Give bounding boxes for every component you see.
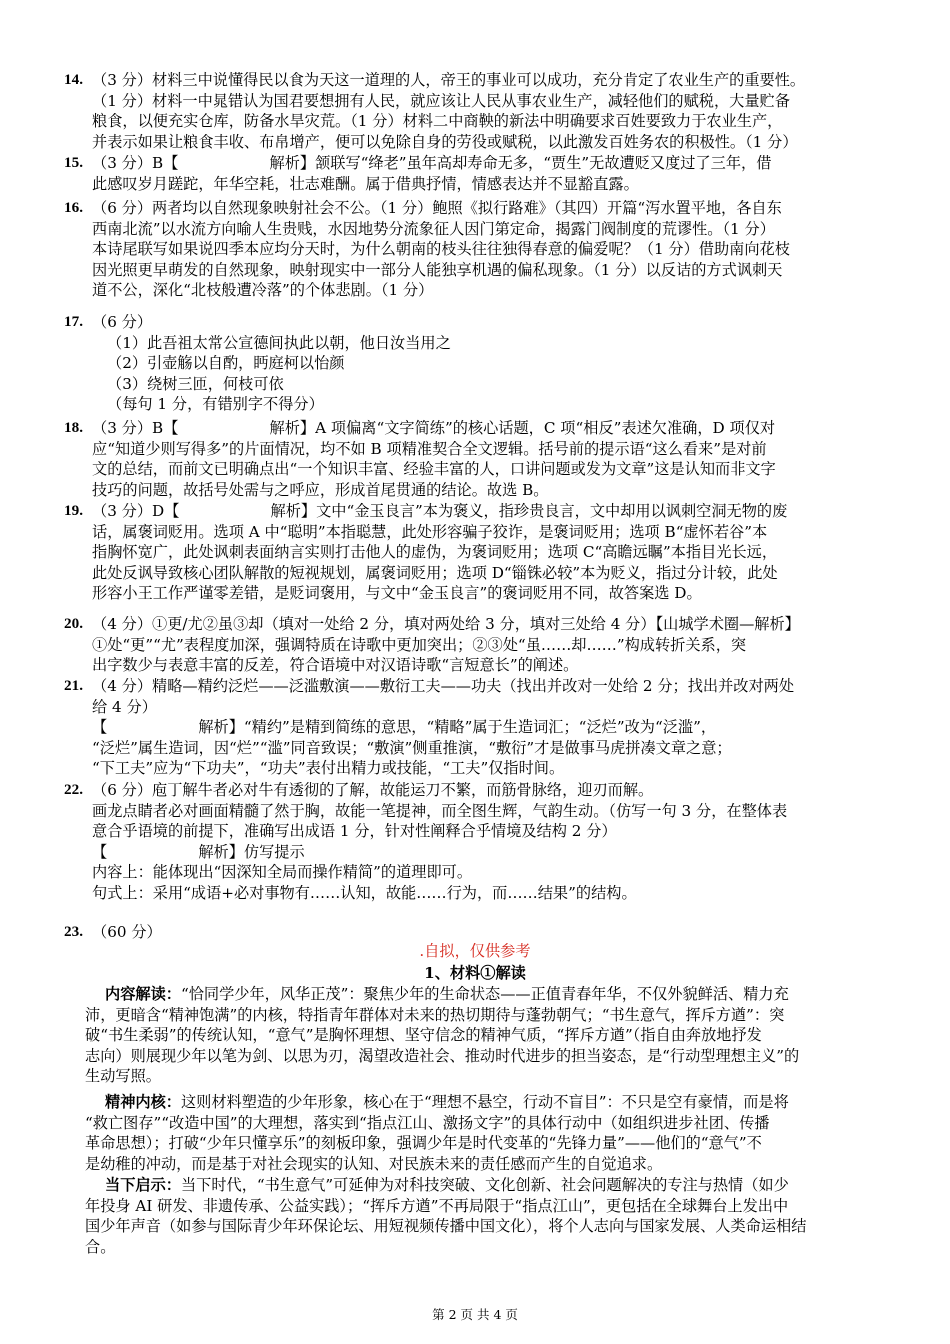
question-number: 14. [64,71,83,88]
answer-item [64,418,892,500]
answer-item [64,198,892,301]
paragraph-line: 是幼稚的冲动，而是基于对社会现实的认知、对民族未来的责任感而产生的自觉追求。 [85,1154,663,1173]
answer-item [64,780,892,904]
section-title: 1、材料①解读 [424,964,526,982]
answer-line: （3 分）材料三中说懂得民以食为天这一道理的人，帝王的事业可以成功，充分肯定了农业生产的重要性。 [92,71,806,89]
answer-line: （3 分）B【 解析】颔联写“绛老”虽年高却寿命无多，“贾生”无故遭贬又度过了三年，借 [92,154,772,172]
answer-line: （6 分） [92,313,153,331]
question-number: 15. [64,154,83,171]
answer-line: （2）引壶觞以自酌，眄庭柯以怡颜 [107,354,345,373]
answer-line: 【 解析】仿写提示 [92,842,305,861]
answer-line: 形容小王工作严谨零差错，是贬词褒用，与文中“金玉良言”的褒词贬用不同，故答案选 D。 [92,584,702,603]
answer-item [64,153,892,194]
question-number: 21. [64,677,83,694]
question-number: 23. [64,923,83,940]
answer-line: “泛烂”属生造词，因“烂”“滥”同音致误；“敷演”侧重推演，“敷衍”才是做事马虎拼凑文章之意； [92,738,732,757]
answer-line: 句式上：采用“成语+必对事物有……认知，故能……行为，而……结果”的结构。 [92,883,637,902]
answer-line: （60 分） [92,923,162,941]
answer-line: 此处反讽导致核心团队解散的短视规划，属褒词贬用；选项 D“锱铢必较”本为贬义，指过分计较，此处 [92,563,778,582]
paragraph-line: 内容解读：“恰同学少年，风华正茂”：聚焦少年的生命状态——正值青春年华，不仅外貌鲜活、精力充 [105,985,789,1003]
paragraph-line: 志向）则展现少年以笔为剑、以思为刃，渴望改造社会、推动时代进步的担当姿态，是“行动型理想主义”的 [85,1046,800,1065]
paragraph-label: 内容解读： [105,985,181,1003]
question-number: 20. [64,615,83,632]
answer-line: 文的总结，而前文已明确点出“一个知识丰富、经验丰富的人，口讲问题或发为文章”这是认知而非文字 [92,460,776,479]
paragraph-label: 当下启示： [105,1176,181,1194]
answer-line: 指胸怀宽广，此处讽刺表面纳言实则打击他人的虚伪，为褒词贬用；选项 C“高瞻远瞩”本指目光长远， [92,543,778,562]
question-number: 18. [64,419,83,436]
answer-line: 应“知道少则写得多”的片面情况，均不如 B 项精准契合全文逻辑。括号前的提示语“这么看来”是对前 [92,439,767,458]
answer-line: （1 分）材料一中晁错认为国君要想拥有人民，就应该让人民从事农业生产，减轻他们的赋税，大量贮备 [92,91,790,110]
answer-item [64,501,892,604]
analysis-paragraph [85,984,895,1087]
reference-note: .自拟，仅供参考 [419,942,531,960]
answer-line: （4 分）①更/尤②虽③却（填对一处给 2 分，填对两处给 3 分，填对三处给 4 分）【山城学术圈—解析】 [92,615,800,633]
paragraph-line: 沛，更暗含“精神饱满”的内核，特指青年群体对未来的热切期待与蓬勃朝气；“书生意气，挥斥方遒”：突 [85,1005,785,1024]
answer-line: “下工夫”应为“下功夫”，“功夫”表付出精力或技能，“工夫”仅指时间。 [92,759,565,778]
question-number: 17. [64,313,83,330]
answer-line: 因光照更早萌发的自然现象，映射现实中一部分人能独享机遇的偏私现象。（1 分）以反诘的方式讽刺天 [92,260,783,279]
paragraph-line: 破“书生柔弱”的传统认知，“意气”是胸怀理想、坚守信念的精神气质，“挥斥方遒”（指自由奔放地抒发 [85,1026,762,1045]
answer-line: （3 分）D【 解析】文中“金玉良言”本为褒义，指珍贵良言，文中却用以讽刺空洞无物的废 [92,502,788,520]
analysis-paragraph [85,1092,895,1174]
answer-item [64,676,892,779]
answer-line: 西南北流”以水流方向喻人生贵贱，水因地势分流象征人因门第定命，揭露门阀制度的荒谬性。（1 分） [92,219,775,238]
answer-line: （6 分）两者均以自然现象映射社会不公。（1 分）鲍照《拟行路难》（其四）开篇“泻水置平地，各自东 [92,199,782,217]
answer-line: （3）绕树三匝，何枝可依 [107,374,284,393]
answer-line: 出字数少与表意丰富的反差，符合语境中对汉语诗歌“言短意长”的阐述。 [92,656,579,675]
answer-line: 内容上：能体现出“因深知全局而操作精简”的道理即可。 [92,863,473,882]
answer-item [64,70,892,152]
answer-line: 并表示如果让粮食丰收、布帛增产，便可以免除自身的劳役或赋税，以此激发百姓务农的积极性。（1 分） [92,132,798,151]
answer-line: 意合乎语境的前提下，准确写出成语 1 分，针对性阐释合乎情境及结构 2 分） [92,822,617,841]
analysis-paragraph [85,1175,895,1257]
paragraph-line: 精神内核：这则材料塑造的少年形象，核心在于“理想不悬空，行动不盲目”：不只是空有豪情，而是将 [105,1093,789,1111]
answer-line: （6 分）庖丁解牛者必对牛有透彻的了解，故能运刀不繁，而筋骨脉络，迎刃而解。 [92,781,654,799]
answer-line: （4 分）精略—精约泛烂——泛滥敷演——敷衍工夫——功夫（找出并改对一处给 2 分；找出并改对两处 [92,677,795,695]
paragraph-line: 革命思想）；打破“少年只懂享乐”的刻板印象，强调少年是时代变革的“先锋力量”——他们的“意气”不 [85,1134,762,1153]
answer-item [64,312,892,415]
answer-line: 粮食，以便充实仓库，防备水旱灾荒。（1 分）材料二中商鞅的新法中明确要求百姓要致力于农业生产， [92,112,783,131]
paragraph-line: 当下启示：当下时代，“书生意气”可延伸为对科技突破、文化创新、社会问题解决的专注与热情（如少 [105,1176,789,1194]
answer-line: （每句 1 分，有错别字不得分） [107,395,324,414]
paragraph-line: 合。 [85,1237,116,1256]
paragraph-label: 精神内核： [105,1093,181,1111]
question-number: 16. [64,199,83,216]
paragraph-line: 年投身 AI 研发、非遗传承、公益实践）；“挥斥方遒”不再局限于“指点江山”，更包括在全球舞台上发出中 [85,1196,789,1215]
paragraph-line: “救亡图存”“改造中国”的大理想，落实到“指点江山、激扬文字”的具体行动中（如组织进步社团、传播 [85,1113,770,1132]
answer-line: 话，属褒词贬用。选项 A 中“聪明”本指聪慧，此处形容骗子狡诈，是褒词贬用；选项 B“虚怀若谷”本 [92,522,768,541]
answer-line: 技巧的问题，故括号处需与之呼应，形成首尾贯通的结论。故选 B。 [92,480,549,499]
answer-line: 给 4 分） [92,697,157,716]
paragraph-line: 生动写照。 [85,1067,161,1086]
page-footer: 第 2 页 共 4 页 [432,1307,518,1322]
answer-line: 道不公，深化“北枝般遭冷落”的个体悲剧。（1 分） [92,281,434,300]
answer-line: 此感叹岁月蹉跎，年华空耗，壮志难酬。属于借典抒情，情感表达并不显豁直露。 [92,174,639,193]
answer-item [64,614,892,676]
answer-line: 画龙点睛者必对画面精髓了然于胸，故能一笔提神，而全图生辉，气韵生动。（仿写一句 3 分，在整体表 [92,801,788,820]
question-number: 19. [64,502,83,519]
answer-line: ①处“更”“尤”表程度加深，强调特质在诗歌中更加突出；②③处“虽……却……”构成转折关系，突 [92,635,747,654]
answer-line: （3 分）B【 解析】A 项偏离“文字简练”的核心话题，C 项“相反”表述欠准确，D 项仅对 [92,419,776,437]
answer-line: （1）此吾祖太常公宣德间执此以朝，他日汝当用之 [107,333,451,352]
answer-line: 本诗尾联写如果说四季本应均分天时，为什么朝南的枝头往往独得春意的偏爱呢？（1 分）借助南向花枝 [92,240,790,259]
answer-line: 【 解析】“精约”是精到简练的意思，“精略”属于生造词汇；“泛烂”改为“泛滥”， [92,718,717,737]
paragraph-line: 国少年声音（如参与国际青少年环保论坛、用短视频传播中国文化），将个人志向与国家发展、人类命运相结 [85,1217,807,1236]
question-number: 22. [64,781,83,798]
